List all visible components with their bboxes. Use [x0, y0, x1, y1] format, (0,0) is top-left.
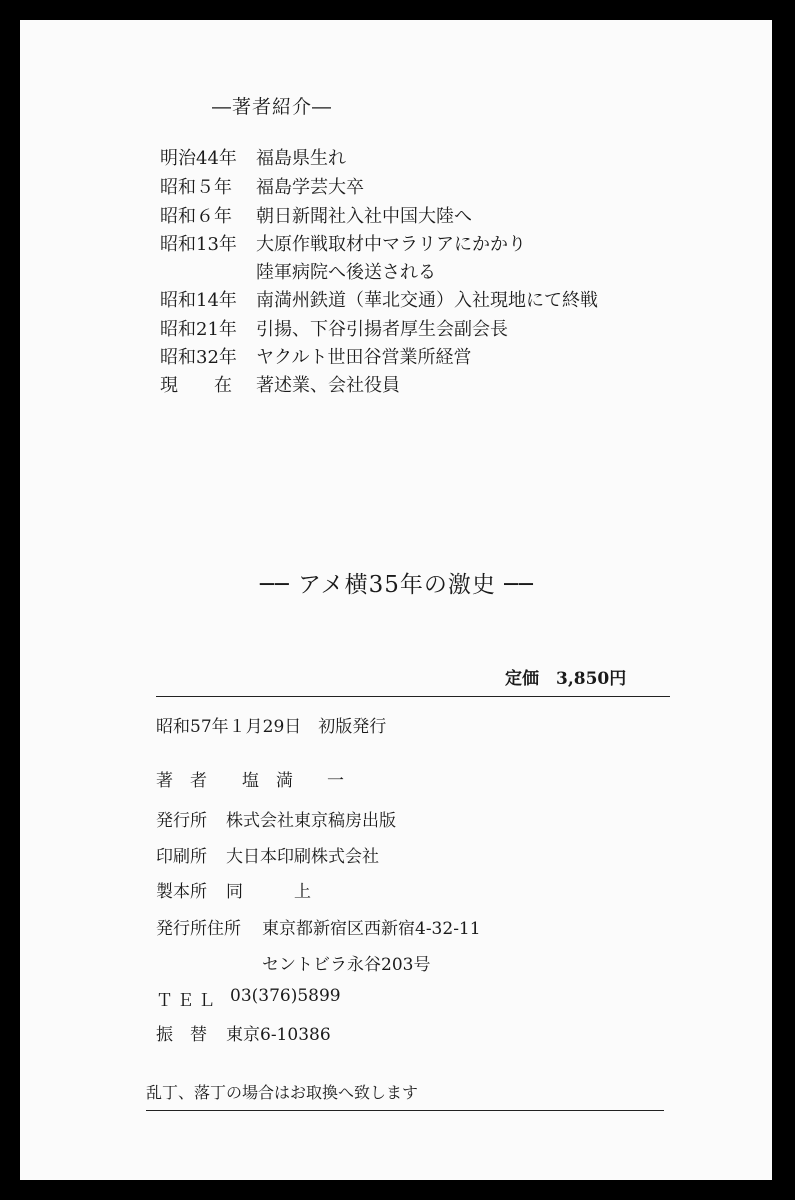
- bio-year: 昭和５年: [160, 177, 232, 198]
- price-label: 定価 3,850円: [505, 669, 627, 689]
- address-line-1: 東京都新宿区西新宿4-32-11: [262, 919, 481, 939]
- publication-date: 昭和57年１月29日 初版発行: [156, 717, 387, 737]
- printer-label: 印刷所: [156, 847, 207, 867]
- transfer-account: 東京6-10386: [226, 1025, 331, 1045]
- bio-text: ヤクルト世田谷営業所経営: [256, 347, 472, 368]
- publisher-label: 発行所: [156, 811, 207, 831]
- bio-year: 昭和32年: [160, 347, 237, 368]
- author-intro-title: ―著者紹介―: [212, 96, 333, 118]
- binder-label: 製本所: [156, 882, 207, 902]
- publisher-name: 株式会社東京稿房出版: [226, 811, 396, 831]
- author-label: 著 者: [156, 771, 207, 791]
- bio-text: 南満州鉄道（華北交通）入社現地にて終戦: [256, 290, 598, 311]
- bio-text: 陸軍病院へ後送される: [256, 262, 436, 283]
- address-line-2: セントビラ永谷203号: [262, 955, 431, 975]
- author-name: 塩 満 一: [242, 771, 344, 791]
- bio-year: 昭和13年: [160, 234, 237, 255]
- bio-text: 福島学芸大卒: [256, 177, 364, 198]
- tel-number: 03(376)5899: [230, 986, 341, 1006]
- bio-text: 著述業、会社役員: [256, 375, 400, 396]
- bio-text: 朝日新聞社入社中国大陸へ: [256, 206, 472, 227]
- bio-year: 昭和21年: [160, 319, 237, 340]
- book-page: [20, 20, 772, 1180]
- transfer-label: 振 替: [156, 1025, 207, 1045]
- bio-year: 昭和６年: [160, 206, 232, 227]
- bio-text: 福島県生れ: [256, 148, 346, 169]
- bio-year: 現 在: [160, 375, 232, 396]
- binder-name: 同 上: [226, 882, 311, 902]
- bio-text: 大原作戦取材中マラリアにかかり: [256, 234, 526, 255]
- bio-year: 昭和14年: [160, 290, 237, 311]
- book-title: ── アメ横35年の激史 ──: [260, 572, 534, 598]
- price-divider: [156, 696, 670, 697]
- replacement-notice: 乱丁、落丁の場合はお取換へ致します: [146, 1083, 419, 1102]
- bio-text: 引揚、下谷引揚者厚生会副会長: [256, 319, 508, 340]
- printer-name: 大日本印刷株式会社: [226, 847, 379, 867]
- bio-year: 明治44年: [160, 148, 237, 169]
- bottom-divider: [146, 1110, 664, 1111]
- tel-label: ＴＥＬ: [156, 991, 219, 1011]
- address-label: 発行所住所: [156, 919, 241, 939]
